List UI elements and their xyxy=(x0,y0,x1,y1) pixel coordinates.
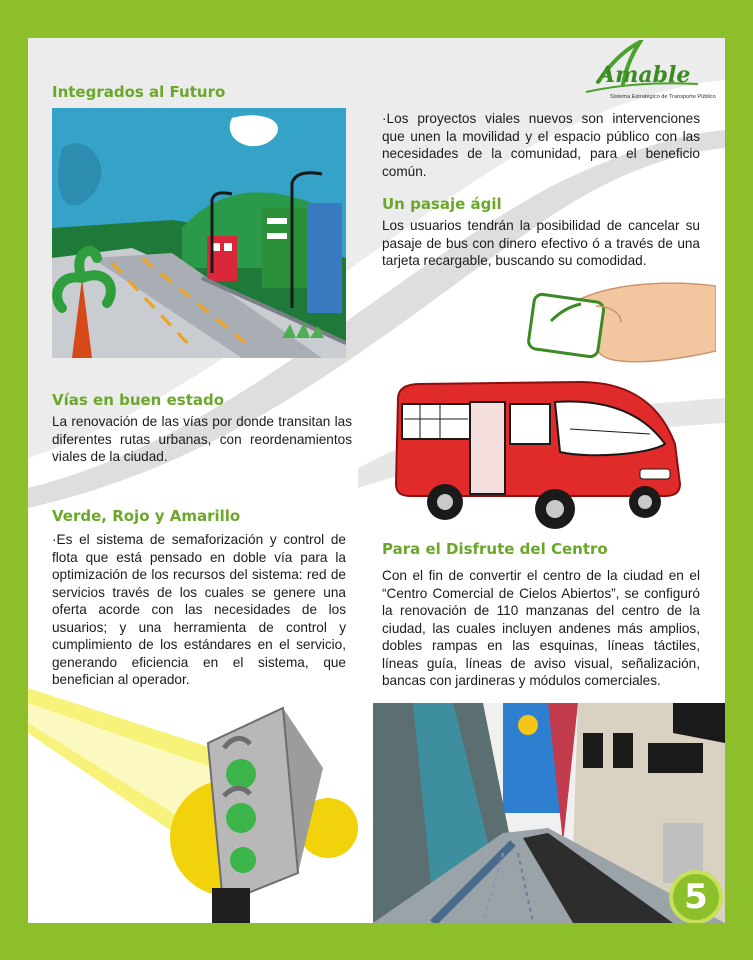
bus-illustration xyxy=(390,374,688,534)
page xyxy=(28,38,725,923)
text-integrados: ·Los proyectos viales nuevos son intervenciones que unen la movilidad y el espacio público con las necesidades de la comunidad, para el beneficio común. xyxy=(382,111,700,179)
brand-name: Amable xyxy=(598,62,691,88)
traffic-light-illustration xyxy=(28,638,368,923)
road-illustration xyxy=(52,108,346,358)
brand-logo xyxy=(568,40,716,112)
heading-vias: Vías en buen estado xyxy=(52,391,225,409)
heading-integrados: Integrados al Futuro xyxy=(52,83,226,101)
heading-pasaje: Un pasaje ágil xyxy=(382,195,502,213)
heading-semaforos: Verde, Rojo y Amarillo xyxy=(52,507,241,525)
card-hand-illustration xyxy=(526,276,716,366)
text-semaforos: ·Es el sistema de semaforización y control de flota que está pensado en doble vía para la optimización de los recursos del sistema: red de servicios través de los cuales se genere una oferta acorde con las necesidades de los usuarios; y una herramienta de control y cumplimiento de los estándares en el servicio, generando eficiencia en el sistema, que benefician al operador. xyxy=(52,532,346,687)
page-number: 5 xyxy=(669,870,723,923)
text-vias: La renovación de las vías por donde transitan las diferentes rutas urbanas, con reordenamientos viales de la ciudad. xyxy=(52,414,352,464)
text-pasaje: Los usuarios tendrán la posibilidad de cancelar su pasaje de bus con dinero efectivo ó a través de una tarjeta recargable, buscando su comodidad. xyxy=(382,218,700,268)
text-centro: Con el fin de convertir el centro de la ciudad en el “Centro Comercial de Cielos Abiertos”, se configuró la renovación de 110 manzanas del centro de la ciudad, las cuales incluyen andenes más amplios, dobles rampas en las esquinas, líneas táctiles, líneas guía, líneas de aviso visual, señalización, bancas con jardineras y módulos comerciales. xyxy=(382,568,700,688)
heading-centro: Para el Disfrute del Centro xyxy=(382,540,608,558)
brand-tagline: Sistema Estratégico de Transporte Público xyxy=(610,94,716,100)
